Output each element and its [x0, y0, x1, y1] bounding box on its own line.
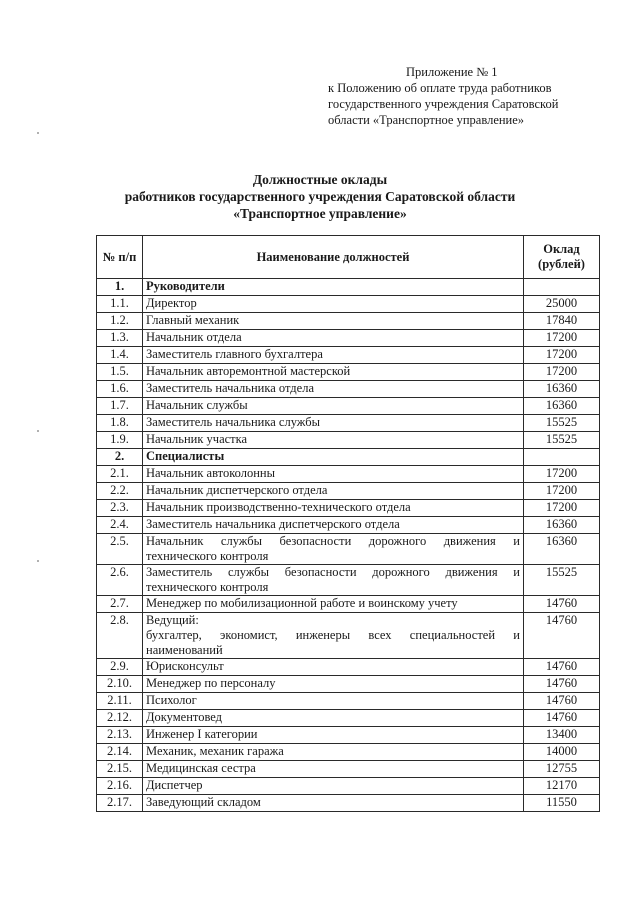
salary-value: 14760 [524, 596, 600, 613]
salary-value: 17200 [524, 347, 600, 364]
section-row [97, 279, 600, 296]
position-name: Механик, механик гаража [143, 744, 524, 761]
margin-mark [37, 132, 39, 134]
table-row [97, 500, 600, 517]
salary-table [96, 235, 600, 812]
row-number: 1.6. [97, 381, 143, 398]
table-row [97, 744, 600, 761]
salary-value: 14000 [524, 744, 600, 761]
row-number: 2.17. [97, 795, 143, 812]
position-name: Психолог [143, 693, 524, 710]
position-name: Менеджер по мобилизационной работе и воинскому учету [143, 596, 524, 613]
position-name: Начальник диспетчерского отдела [143, 483, 524, 500]
row-number: 2.7. [97, 596, 143, 613]
position-name: Заместитель службы безопасности дорожного движения и технического контроля [143, 565, 524, 596]
row-number: 2. [97, 449, 143, 466]
row-number: 2.2. [97, 483, 143, 500]
row-number: 2.12. [97, 710, 143, 727]
table-row [97, 381, 600, 398]
salary-value: 17200 [524, 330, 600, 347]
table-row [97, 659, 600, 676]
document-title [0, 171, 640, 222]
salary-value: 11550 [524, 795, 600, 812]
row-number: 1.5. [97, 364, 143, 381]
margin-mark [37, 560, 39, 562]
table-row [97, 761, 600, 778]
salary-value: 15525 [524, 415, 600, 432]
salary-value: 12170 [524, 778, 600, 795]
table-row [97, 432, 600, 449]
row-number: 1.4. [97, 347, 143, 364]
table-row [97, 296, 600, 313]
salary-value: 14760 [524, 613, 600, 659]
position-name: Диспетчер [143, 778, 524, 795]
row-number: 1.3. [97, 330, 143, 347]
table-row [97, 517, 600, 534]
position-name-detail: бухгалтер, экономист, инженеры всех специальностей и наименований [146, 628, 520, 657]
row-number: 1. [97, 279, 143, 296]
appendix-note [328, 64, 628, 128]
salary-value: 15525 [524, 432, 600, 449]
table-row [97, 364, 600, 381]
title-line-3: «Транспортное управление» [233, 206, 407, 221]
title-line-1: Должностные оклады [252, 172, 388, 187]
position-name: Инженер I категории [143, 727, 524, 744]
salary-value: 17200 [524, 364, 600, 381]
position-name: Начальник участка [143, 432, 524, 449]
salary-value [524, 449, 600, 466]
row-number: 2.5. [97, 534, 143, 565]
margin-mark [37, 430, 39, 432]
position-name: Заместитель начальника службы [143, 415, 524, 432]
table-row [97, 795, 600, 812]
row-number: 2.15. [97, 761, 143, 778]
row-number: 2.10. [97, 676, 143, 693]
position-name: Начальник авторемонтной мастерской [143, 364, 524, 381]
salary-value: 14760 [524, 659, 600, 676]
table-row [97, 778, 600, 795]
position-name: Заместитель главного бухгалтера [143, 347, 524, 364]
position-name: Руководители [143, 279, 524, 296]
table-row [97, 613, 600, 659]
table-row [97, 534, 600, 565]
row-number: 1.9. [97, 432, 143, 449]
salary-value: 15525 [524, 565, 600, 596]
position-name: Заместитель начальника отдела [143, 381, 524, 398]
row-number: 2.4. [97, 517, 143, 534]
salary-value: 14760 [524, 710, 600, 727]
row-number: 2.1. [97, 466, 143, 483]
section-row [97, 449, 600, 466]
position-name: Директор [143, 296, 524, 313]
salary-value: 17840 [524, 313, 600, 330]
table-row [97, 330, 600, 347]
position-name: Заместитель начальника диспетчерского отдела [143, 517, 524, 534]
row-number: 2.11. [97, 693, 143, 710]
table-row [97, 483, 600, 500]
position-name: Специалисты [143, 449, 524, 466]
position-name: Заведующий складом [143, 795, 524, 812]
position-name: Начальник службы [143, 398, 524, 415]
header-name: Наименование должностей [143, 236, 524, 279]
appendix-line-2: к Положению об оплате труда работников [328, 81, 552, 95]
salary-value: 14760 [524, 676, 600, 693]
header-salary: Оклад (рублей) [524, 236, 600, 279]
salary-value: 16360 [524, 381, 600, 398]
salary-value: 17200 [524, 500, 600, 517]
salary-value: 13400 [524, 727, 600, 744]
row-number: 1.2. [97, 313, 143, 330]
table-row [97, 415, 600, 432]
table-row [97, 710, 600, 727]
table-row [97, 565, 600, 596]
row-number: 1.1. [97, 296, 143, 313]
salary-value: 12755 [524, 761, 600, 778]
row-number: 1.8. [97, 415, 143, 432]
salary-value [524, 279, 600, 296]
table-row [97, 313, 600, 330]
appendix-line-3: государственного учреждения Саратовской [328, 97, 559, 111]
position-name: Менеджер по персоналу [143, 676, 524, 693]
table-row [97, 676, 600, 693]
position-name: Начальник производственно-технического отдела [143, 500, 524, 517]
salary-value: 16360 [524, 398, 600, 415]
salary-value: 25000 [524, 296, 600, 313]
appendix-line-4: области «Транспортное управление» [328, 113, 525, 127]
position-name: Начальник отдела [143, 330, 524, 347]
appendix-line-1: Приложение № 1 [406, 65, 498, 79]
table-row [97, 693, 600, 710]
salary-value: 16360 [524, 517, 600, 534]
salary-value: 14760 [524, 693, 600, 710]
position-name: Юрисконсульт [143, 659, 524, 676]
title-line-2: работников государственного учреждения Саратовской области [124, 189, 516, 204]
row-number: 2.14. [97, 744, 143, 761]
table-row [97, 466, 600, 483]
row-number: 2.16. [97, 778, 143, 795]
position-name [143, 613, 524, 659]
position-name-line: Ведущий: [146, 613, 199, 627]
header-num: № п/п [97, 236, 143, 279]
position-name: Начальник автоколонны [143, 466, 524, 483]
row-number: 2.6. [97, 565, 143, 596]
position-name: Медицинская сестра [143, 761, 524, 778]
salary-value: 17200 [524, 483, 600, 500]
salary-value: 16360 [524, 534, 600, 565]
position-name: Начальник службы безопасности дорожного движения и технического контроля [143, 534, 524, 565]
table-body [97, 279, 600, 812]
table-row [97, 596, 600, 613]
table-row [97, 347, 600, 364]
table-row [97, 727, 600, 744]
salary-value: 17200 [524, 466, 600, 483]
row-number: 2.3. [97, 500, 143, 517]
row-number: 2.8. [97, 613, 143, 659]
position-name: Главный механик [143, 313, 524, 330]
row-number: 1.7. [97, 398, 143, 415]
table-row [97, 398, 600, 415]
row-number: 2.13. [97, 727, 143, 744]
position-name: Документовед [143, 710, 524, 727]
row-number: 2.9. [97, 659, 143, 676]
table-header-row [97, 236, 600, 279]
